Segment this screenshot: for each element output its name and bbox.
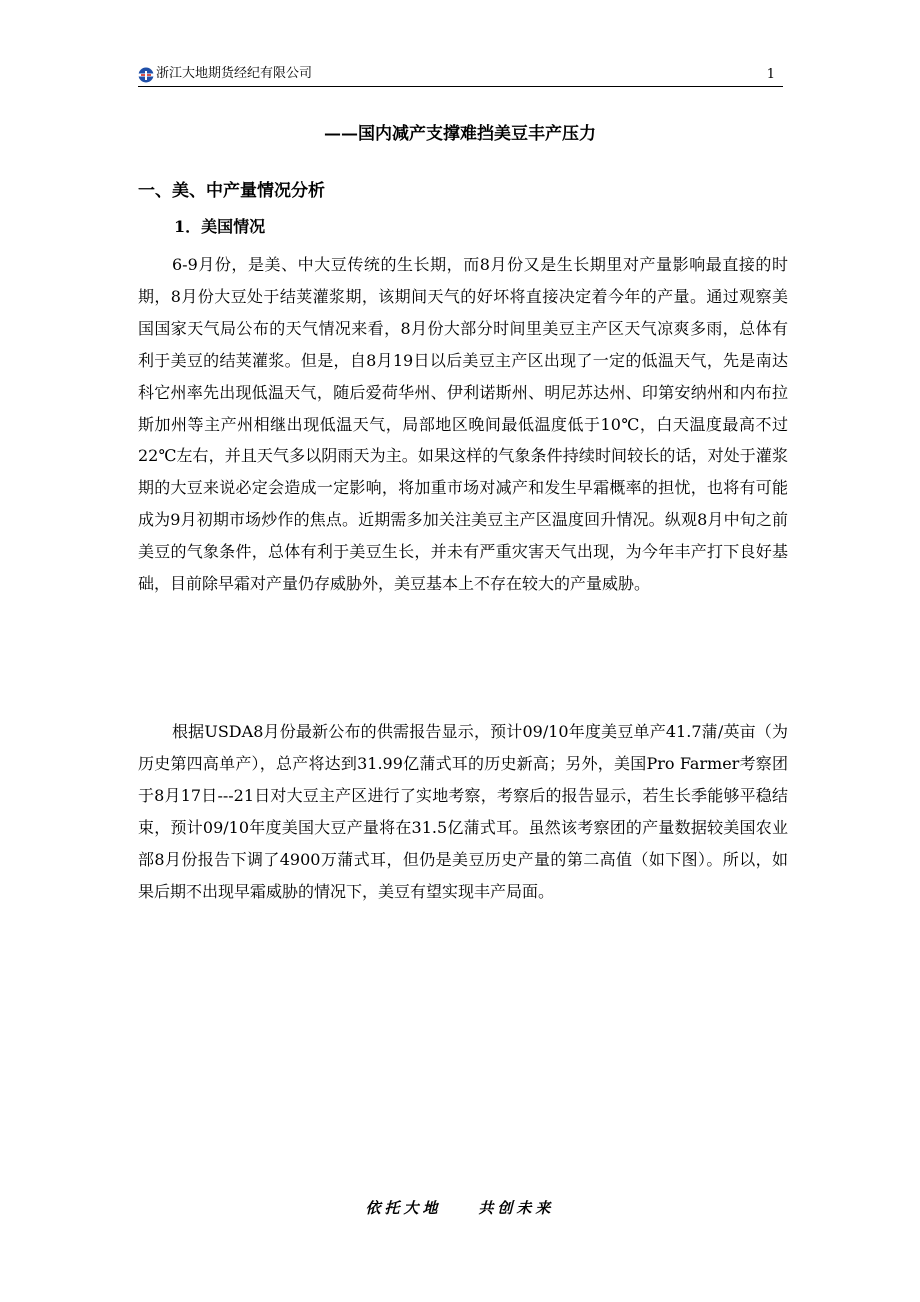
company-name: 浙江大地期货经纪有限公司 bbox=[156, 66, 313, 81]
section-heading: 一、美、中产量情况分析 bbox=[138, 181, 325, 201]
company-logo-icon bbox=[138, 67, 154, 83]
body-paragraph: 6-9月份，是美、中大豆传统的生长期，而8月份又是生长期里对产量影响最直接的时期，8月份大豆处于结荚灌浆期，该期间天气的好坏将直接决定着今年的产量。通过观察美国国家天气局公布的天气情况来看，8月份大部分时间里美豆主产区天气凉爽多雨，总体有利于美豆的结荚灌浆。但是，自8月19日以后美豆主产区出现了一定的低温天气，先是南达科它州率先出现低温天气，随后爱荷华州、伊利诺斯州、明尼苏达州、印第安纳州和内布拉斯加州等主产州相继出现低温天气，局部地区晚间最低温度低于10℃，白天温度最高不过22℃左右，并且天气多以阴雨天为主。如果这样的气象条件持续时间较长的话，对处于灌浆期的大豆来说必定会造成一定影响，将加重市场对减产和发生早霜概率的担忧，也将有可能成为9月初期市场炒作的焦点。近期需多加关注美豆主产区温度回升情况。纵观8月中旬之前美豆的气象条件，总体有利于美豆生长，并未有严重灾害天气出现，为今年丰产打下良好基础，目前除早霜对产量仍存威胁外，美豆基本上不存在较大的产量威胁。 bbox=[138, 255, 788, 594]
page-header bbox=[138, 64, 783, 87]
body-paragraph: 根据USDA8月份最新公布的供需报告显示，预计09/10年度美豆单产41.7蒲/英亩（为历史第四高单产），总产将达到31.99亿蒲式耳的历史新高；另外，美国Pro Farmer考察团于8月17日---21日对大豆主产区进行了实地考察，考察后的报告显示，若生长季能够平稳结束，预计09/10年度美国大豆产量将在31.5亿蒲式耳。虽然该考察团的产量数据较美国农业部8月份报告下调了4900万蒲式耳，但仍是美豆历史产量的第二高值（如下图）。所以，如果后期不出现早霜威胁的情况下，美豆有望实现丰产局面。 bbox=[138, 722, 788, 901]
subsection-heading: 1．美国情况 bbox=[174, 217, 266, 236]
page-number: 1 bbox=[766, 67, 775, 82]
document-title: ——国内减产支撑难挡美豆丰产压力 bbox=[324, 124, 596, 144]
footer-motto: 依托大地 共创未来 bbox=[365, 1199, 555, 1217]
